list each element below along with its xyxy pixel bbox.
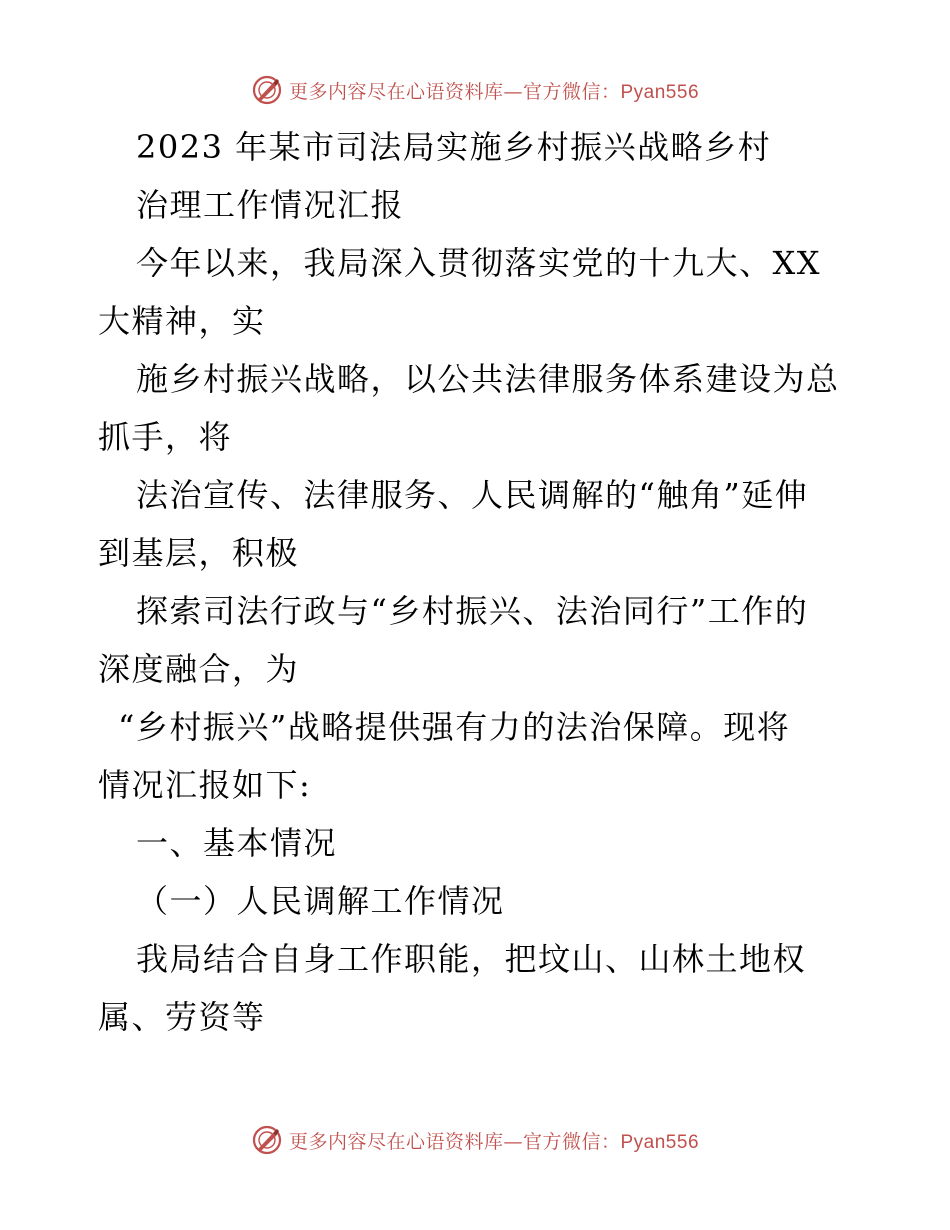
paragraph-line: 深度融合，为 bbox=[98, 650, 300, 688]
paragraph-line: 法治宣传、法律服务、人民调解的“触角”延伸 bbox=[136, 476, 809, 514]
paragraph-line: 到基层，积极 bbox=[98, 534, 300, 572]
paragraph-line: 大精神，实 bbox=[98, 302, 266, 340]
watermark-prefix: 更多内容尽在心语资料库—官方微信： bbox=[288, 80, 621, 103]
document-body bbox=[98, 118, 858, 1046]
pen-logo-icon bbox=[251, 1124, 283, 1156]
watermark-text bbox=[289, 1127, 699, 1154]
subsection-heading: （一）人民调解工作情况 bbox=[136, 882, 505, 920]
doc-title-line-1: 2023 年某市司法局实施乡村振兴战略乡村 bbox=[136, 128, 772, 166]
watermark-banner-top bbox=[0, 70, 950, 110]
watermark-text bbox=[289, 77, 699, 104]
watermark-banner-bottom bbox=[0, 1120, 950, 1160]
watermark-account: Pyan556 bbox=[620, 81, 700, 103]
paragraph-line: 我局结合自身工作职能，把坟山、山林土地权 bbox=[136, 940, 807, 978]
doc-title-line-2: 治理工作情况汇报 bbox=[136, 186, 405, 224]
section-heading: 一、基本情况 bbox=[136, 824, 338, 862]
paragraph-line: 抓手，将 bbox=[98, 418, 233, 456]
pen-logo-icon bbox=[251, 74, 283, 106]
paragraph-line: 探索司法行政与“乡村振兴、法治同行”工作的 bbox=[136, 592, 809, 630]
paragraph-line: 施乡村振兴战略，以公共法律服务体系建设为总 bbox=[136, 360, 840, 398]
paragraph-line: 今年以来，我局深入贯彻落实党的十九大、XX bbox=[136, 244, 822, 282]
paragraph-line: 属、劳资等 bbox=[98, 998, 266, 1036]
watermark-prefix: 更多内容尽在心语资料库—官方微信： bbox=[288, 1130, 621, 1153]
paragraph-line: 情况汇报如下: bbox=[98, 766, 312, 804]
watermark-account: Pyan556 bbox=[620, 1131, 700, 1153]
paragraph-line: “乡村振兴”战略提供强有力的法治保障。现将 bbox=[118, 708, 791, 746]
